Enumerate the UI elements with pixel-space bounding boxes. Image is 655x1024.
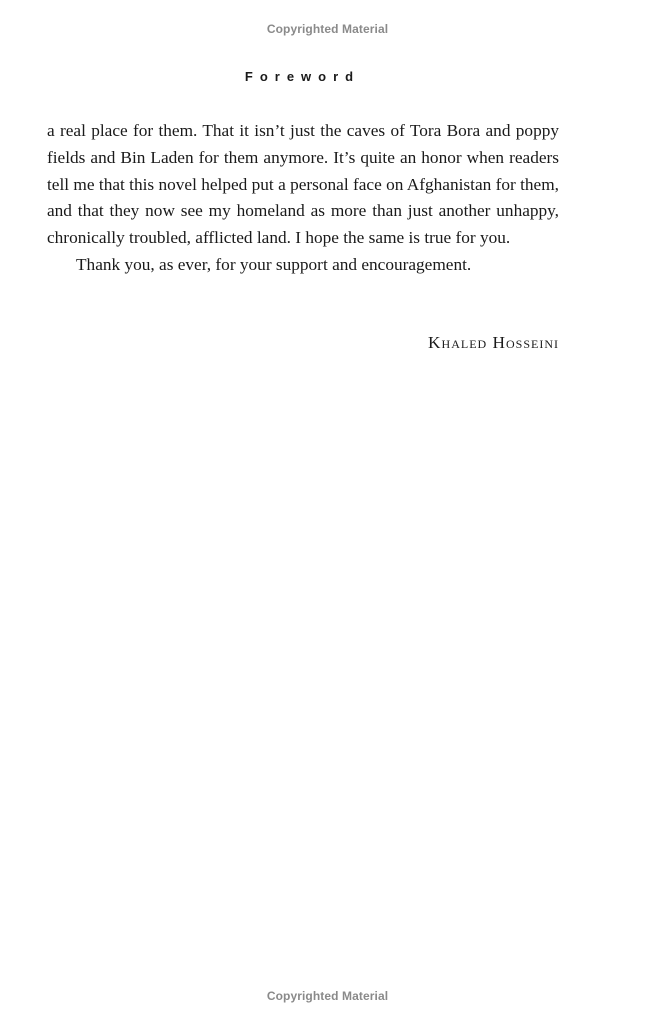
running-head: Foreword	[244, 69, 361, 84]
copyright-watermark-top: Copyrighted Material	[266, 22, 389, 36]
body-text	[47, 118, 559, 279]
author-signature: Khaled Hosseini	[428, 333, 559, 352]
copyright-watermark-bottom: Copyrighted Material	[266, 989, 389, 1003]
paragraph: a real place for them. That it isn’t just the caves of Tora Bora and poppy fields and Bin Laden for them anymore. It’s quite an honor when readers tell me that this novel helped put a personal face on Afghanistan for them, and that they now see my homeland as more than just another unhappy, chronically troubled, afflicted land. I hope the same is true for you.	[47, 121, 559, 248]
paragraph: Thank you, as ever, for your support and encouragement.	[76, 254, 472, 274]
